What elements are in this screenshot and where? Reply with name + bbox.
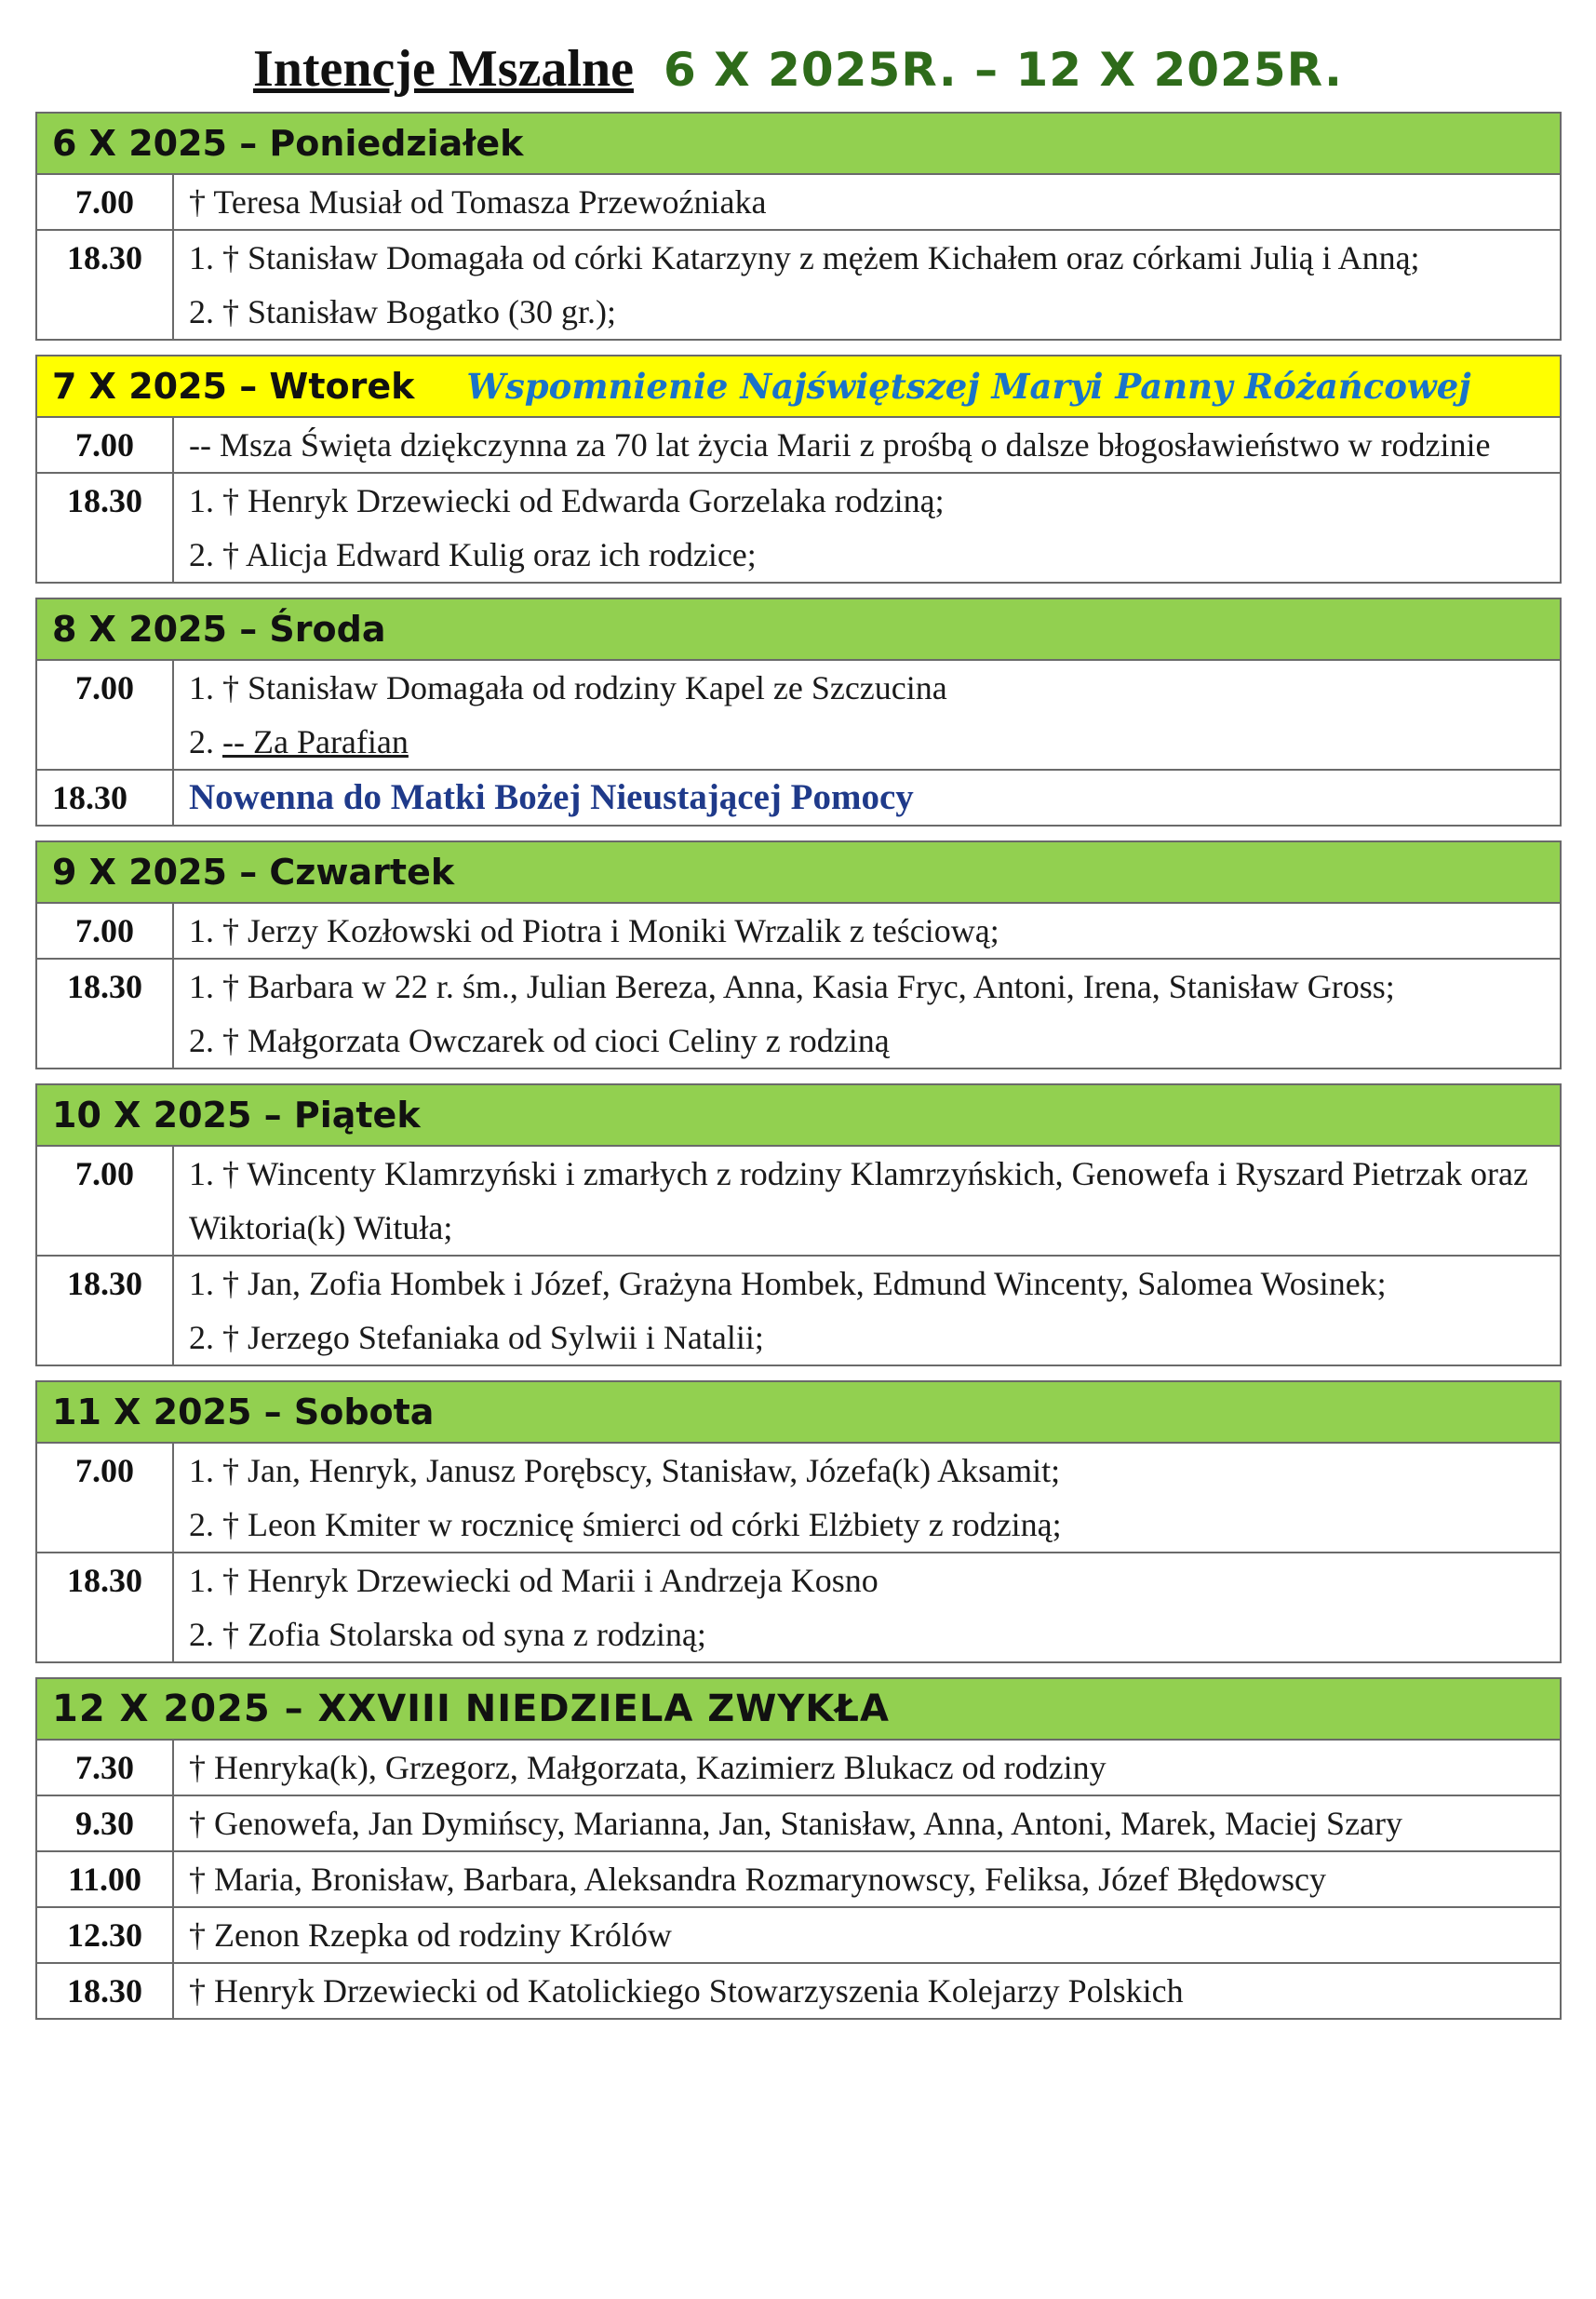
day-header (37, 842, 1560, 904)
day-heading: 6 X 2025 – Poniedziałek (52, 123, 524, 164)
title-text: Intencje Mszalne (252, 40, 634, 98)
mass-time: 18.30 (37, 1257, 174, 1365)
intention: 1. † Barbara w 22 r. śm., Julian Bereza, Anna, Kasia Fryc, Antoni, Irena, Stanisław Gross; (189, 968, 1395, 1005)
mass-time: 11.00 (37, 1852, 174, 1906)
intention: -- Msza Święta dziękczynna za 70 lat życia Marii z prośbą o dalsze błogosławieństwo w rodzinie (189, 426, 1491, 464)
day-heading: 8 X 2025 – Środa (52, 609, 386, 650)
day-header (37, 1679, 1560, 1741)
mass-time: 18.30 (37, 1553, 174, 1661)
mass-row (37, 1906, 1560, 1962)
mass-time: 9.30 (37, 1796, 174, 1850)
day-heading: 7 X 2025 – Wtorek (52, 366, 415, 407)
mass-row (37, 661, 1560, 769)
mass-time: 18.30 (37, 960, 174, 1068)
mass-row (37, 418, 1560, 472)
day-sunday (35, 1677, 1562, 2020)
mass-row (37, 1552, 1560, 1661)
intention: 2. † Alicja Edward Kulig oraz ich rodzice; (189, 536, 757, 573)
intention: 1. † Stanisław Domagała od rodziny Kapel ze Szczucina (189, 669, 947, 706)
title-date-range: 6 X 2025R. – 12 X 2025R. (663, 43, 1344, 97)
intention: 2. † Małgorzata Owczarek od cioci Celiny z rodziną (189, 1022, 890, 1059)
intention: 2. † Leon Kmiter w rocznicę śmierci od córki Elżbiety z rodziną; (189, 1506, 1062, 1543)
schedule-table (35, 112, 1562, 2034)
mass-time: 7.00 (37, 1444, 174, 1552)
day-header (37, 114, 1560, 175)
mass-time: 12.30 (37, 1908, 174, 1962)
day-saturday (35, 1380, 1562, 1663)
day-tuesday (35, 355, 1562, 584)
intention: † Genowefa, Jan Dymińscy, Marianna, Jan, Stanisław, Anna, Antoni, Marek, Maciej Szary (189, 1805, 1403, 1842)
day-heading: 12 X 2025 – XXVIII NIEDZIELA ZWYKŁA (52, 1687, 890, 1730)
intention: † Henryk Drzewiecki od Katolickiego Stowarzyszenia Kolejarzy Polskich (189, 1972, 1184, 2010)
mass-row (37, 1850, 1560, 1906)
mass-row (37, 1962, 1560, 2018)
mass-row (37, 1255, 1560, 1365)
feast-label: Wspomnienie Najświętszej Maryi Panny Różańcowej (466, 366, 1471, 407)
mass-row (37, 904, 1560, 958)
mass-row (37, 229, 1560, 339)
mass-time: 18.30 (37, 771, 174, 825)
intention: † Henryka(k), Grzegorz, Małgorzata, Kazimierz Blukacz od rodziny (189, 1749, 1106, 1786)
intention: 1. † Wincenty Klamrzyński i zmarłych z rodziny Klamrzyńskich, Genowefa i Ryszard Pietrzak oraz Wiktoria(k) Wituła; (189, 1155, 1528, 1246)
intention: 1. † Jan, Henryk, Janusz Porębscy, Stanisław, Józefa(k) Aksamit; (189, 1452, 1061, 1489)
intention: † Zenon Rzepka od rodziny Królów (189, 1916, 672, 1954)
mass-row (37, 958, 1560, 1068)
mass-row (37, 1444, 1560, 1552)
mass-time: 7.00 (37, 418, 174, 472)
mass-row (37, 175, 1560, 229)
day-heading: 11 X 2025 – Sobota (52, 1392, 435, 1432)
day-header (37, 1382, 1560, 1444)
mass-time: 18.30 (37, 474, 174, 582)
mass-row (37, 769, 1560, 825)
day-monday (35, 112, 1562, 341)
mass-row (37, 1795, 1560, 1850)
day-header (37, 356, 1560, 418)
intention: 2. † Stanisław Bogatko (30 gr.); (189, 293, 616, 330)
mass-time: 7.00 (37, 661, 174, 769)
mass-row (37, 472, 1560, 582)
day-header (37, 599, 1560, 661)
novena-label: Nowenna do Matki Bożej Nieustającej Pomocy (189, 777, 914, 817)
day-thursday (35, 840, 1562, 1069)
mass-time: 18.30 (37, 231, 174, 339)
intention: 2. † Jerzego Stefaniaka od Sylwii i Natalii; (189, 1319, 764, 1356)
day-heading: 10 X 2025 – Piątek (52, 1095, 421, 1136)
intention-parishioners: -- Za Parafian (222, 723, 409, 760)
day-header (37, 1085, 1560, 1147)
day-wednesday (35, 598, 1562, 827)
intention: 1. † Jan, Zofia Hombek i Józef, Grażyna Hombek, Edmund Wincenty, Salomea Wosinek; (189, 1265, 1387, 1302)
intention: 1. † Stanisław Domagała od córki Katarzyny z mężem Kichałem oraz córkami Julią i Anną; (189, 239, 1420, 276)
day-friday (35, 1083, 1562, 1366)
intention: † Maria, Bronisław, Barbara, Aleksandra Rozmarynowscy, Feliksa, Józef Błędowscy (189, 1861, 1327, 1898)
intention: 1. † Henryk Drzewiecki od Marii i Andrzeja Kosno (189, 1562, 878, 1599)
page-title (0, 32, 1596, 107)
mass-time: 7.30 (37, 1741, 174, 1795)
intention: 1. † Jerzy Kozłowski od Piotra i Moniki Wrzalik z teściową; (189, 912, 999, 949)
mass-time: 18.30 (37, 1964, 174, 2018)
intention: 1. † Henryk Drzewiecki od Edwarda Gorzelaka rodziną; (189, 482, 945, 519)
intention: † Teresa Musiał od Tomasza Przewoźniaka (189, 183, 767, 221)
mass-time: 7.00 (37, 904, 174, 958)
intention-prefix: 2. (189, 723, 222, 760)
mass-row (37, 1741, 1560, 1795)
mass-time: 7.00 (37, 1147, 174, 1255)
mass-row (37, 1147, 1560, 1255)
day-heading: 9 X 2025 – Czwartek (52, 852, 455, 893)
intention (189, 715, 1550, 769)
intention: 2. † Zofia Stolarska od syna z rodziną; (189, 1616, 706, 1653)
mass-time: 7.00 (37, 175, 174, 229)
